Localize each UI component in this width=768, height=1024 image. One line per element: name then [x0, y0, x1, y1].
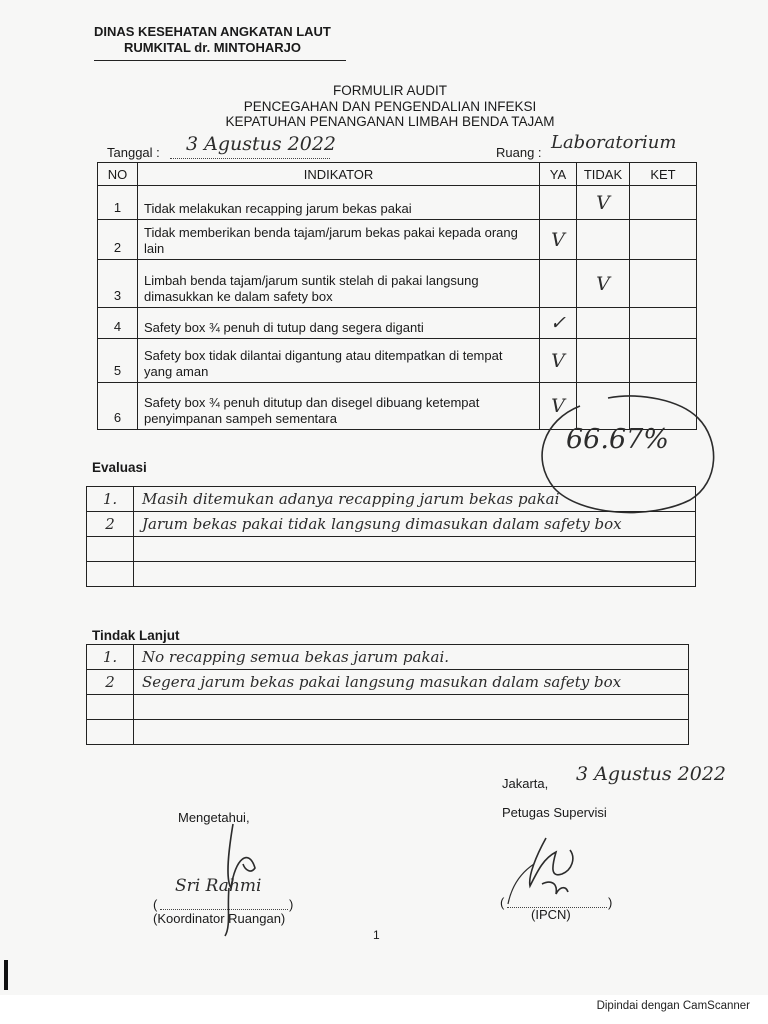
- evaluasi-row-number: [87, 537, 134, 562]
- table-row: [87, 487, 696, 512]
- tanggal-dotline: [170, 158, 330, 159]
- row-ket: [630, 186, 697, 220]
- scan-edge-mark: [4, 960, 8, 990]
- tindak-lanjut-label: Tindak Lanjut: [92, 628, 180, 643]
- evaluasi-row-text: Masih ditemukan adanya recapping jarum bekas pakai: [134, 487, 696, 512]
- right-signature-close: ): [608, 895, 613, 910]
- row-ya-mark: [540, 186, 577, 220]
- tanggal-label: Tanggal :: [107, 145, 160, 160]
- evaluasi-row-text: [134, 537, 696, 562]
- tindak-lanjut-table: [86, 644, 689, 745]
- tindak-lanjut-row-number: [87, 720, 134, 745]
- row-ket: [630, 339, 697, 383]
- evaluasi-row-text: [134, 562, 696, 587]
- ruang-label: Ruang :: [496, 145, 542, 160]
- scanner-watermark: Dipindai dengan CamScanner: [596, 1000, 750, 1012]
- tindak-lanjut-row-text: Segera jarum bekas pakai langsung masukan dalam safety box: [134, 670, 689, 695]
- row-ket: [630, 308, 697, 339]
- right-signature-open: (: [500, 895, 505, 910]
- row-indikator: Safety box ¾ penuh ditutup dan disegel dibuang ketempat penyimpanan sampeh sementara: [138, 383, 540, 430]
- left-signature-open: (: [153, 897, 158, 912]
- table-row: [87, 562, 696, 587]
- row-tidak-mark: V: [577, 260, 630, 308]
- petugas-label: Petugas Supervisi: [502, 805, 607, 820]
- table-header-row: [98, 163, 697, 186]
- table-row: [98, 186, 697, 220]
- sign-date: 3 Agustus 2022: [576, 763, 727, 785]
- evaluasi-row-number: 1.: [87, 487, 134, 512]
- row-indikator: Safety box tidak dilantai digantung atau ditempatkan di tempat yang aman: [138, 339, 540, 383]
- row-ya-mark: V: [540, 339, 577, 383]
- col-header-ket: KET: [630, 163, 697, 186]
- form-title: FORMULIR AUDIT: [332, 83, 447, 98]
- table-row: [98, 339, 697, 383]
- page-number: 1: [373, 928, 380, 942]
- left-signer-role: (Koordinator Ruangan): [153, 911, 286, 926]
- row-no: 4: [98, 308, 138, 339]
- row-indikator: Limbah benda tajam/jarum suntik stelah di pakai langsung dimasukkan ke dalam safety box: [138, 260, 540, 308]
- col-header-no: NO: [98, 163, 138, 186]
- org-line-2: RUMKITAL dr. MINTOHARJO: [124, 40, 301, 55]
- evaluasi-row-number: [87, 562, 134, 587]
- row-ya-mark: [540, 260, 577, 308]
- form-subtitle-1: PENCEGAHAN DAN PENGENDALIAN INFEKSI: [243, 99, 537, 114]
- row-tidak-mark: V: [577, 186, 630, 220]
- form-subtitle-2: KEPATUHAN PENANGANAN LIMBAH BENDA TAJAM: [225, 114, 555, 129]
- col-header-ya: YA: [540, 163, 577, 186]
- tindak-lanjut-row-number: [87, 695, 134, 720]
- evaluasi-row-number: 2: [87, 512, 134, 537]
- ruang-value: Laboratorium: [551, 132, 677, 153]
- row-ya-mark: V: [540, 383, 577, 430]
- score-value: 66.67%: [566, 424, 669, 455]
- row-indikator: Tidak memberikan benda tajam/jarum bekas pakai kepada orang lain: [138, 220, 540, 260]
- tanggal-value: 3 Agustus 2022: [186, 133, 337, 155]
- row-no: 6: [98, 383, 138, 430]
- header-rule: [94, 60, 346, 61]
- row-no: 2: [98, 220, 138, 260]
- row-ket: [630, 260, 697, 308]
- evaluasi-table: [86, 486, 696, 587]
- table-row: [87, 695, 689, 720]
- tindak-lanjut-row-text: [134, 695, 689, 720]
- table-row: [87, 512, 696, 537]
- row-tidak-mark: [577, 308, 630, 339]
- evaluasi-row-text: Jarum bekas pakai tidak langsung dimasukan dalam safety box: [134, 512, 696, 537]
- col-header-indikator: INDIKATOR: [138, 163, 540, 186]
- tindak-lanjut-row-number: 2: [87, 670, 134, 695]
- tindak-lanjut-row-text: [134, 720, 689, 745]
- row-ya-mark: ✓: [540, 308, 577, 339]
- row-ya-mark: V: [540, 220, 577, 260]
- left-signature-close: ): [289, 897, 294, 912]
- evaluasi-label: Evaluasi: [92, 460, 147, 475]
- right-signer-role: (IPCN): [531, 907, 571, 922]
- mengetahui-label: Mengetahui,: [178, 810, 250, 825]
- table-row: [98, 220, 697, 260]
- table-row: [87, 537, 696, 562]
- table-row: [98, 308, 697, 339]
- org-line-1: DINAS KESEHATAN ANGKATAN LAUT: [94, 24, 331, 39]
- tindak-lanjut-row-number: 1.: [87, 645, 134, 670]
- left-signature-line: [160, 909, 288, 910]
- row-no: 5: [98, 339, 138, 383]
- col-header-tidak: TIDAK: [577, 163, 630, 186]
- table-row: [87, 670, 689, 695]
- left-signer-name: Sri Rahmi: [175, 876, 262, 896]
- place-label: Jakarta,: [502, 776, 549, 791]
- table-row: [98, 260, 697, 308]
- row-tidak-mark: [577, 220, 630, 260]
- right-signature-mark: [500, 834, 613, 914]
- table-row: [87, 720, 689, 745]
- tindak-lanjut-row-text: No recapping semua bekas jarum pakai.: [134, 645, 689, 670]
- row-indikator: Safety box ¾ penuh di tutup dang segera diganti: [138, 308, 540, 339]
- row-no: 3: [98, 260, 138, 308]
- row-tidak-mark: [577, 339, 630, 383]
- row-indikator: Tidak melakukan recapping jarum bekas pakai: [138, 186, 540, 220]
- table-row: [87, 645, 689, 670]
- row-ket: [630, 220, 697, 260]
- row-no: 1: [98, 186, 138, 220]
